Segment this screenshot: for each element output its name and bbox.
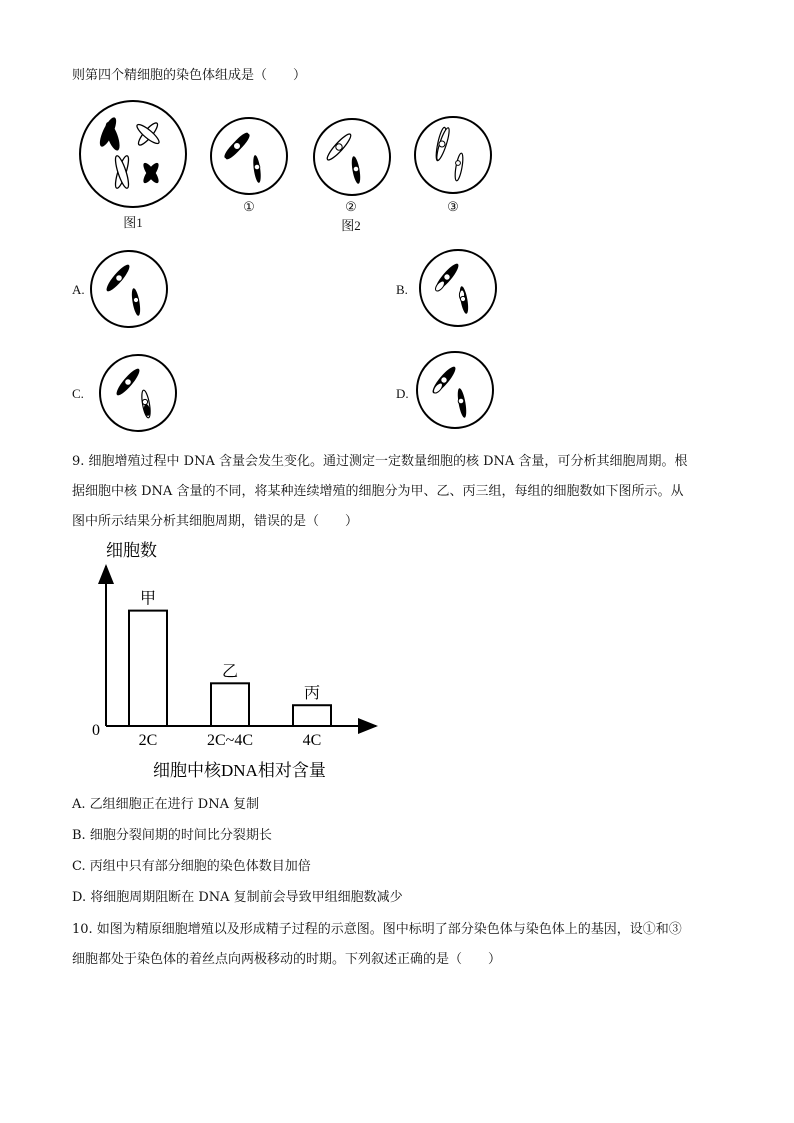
q8-option-a-label[interactable]: A.	[72, 282, 85, 297]
q8-stem-tail: 则第四个精细胞的染色体组成是（ ）	[72, 68, 307, 83]
fig1-caption: 图1	[123, 215, 143, 230]
chart-y-axis-label: 细胞数	[106, 541, 157, 560]
q9-line-1: 9. 细胞增殖过程中 DNA 含量会发生变化。通过测定一定数量细胞的核 DNA 含量，可分析其细胞周期。根	[72, 454, 688, 469]
cell-1-label: ①	[243, 199, 255, 214]
option-d-cell[interactable]	[417, 352, 493, 428]
q8-option-c-label[interactable]: C.	[72, 386, 84, 401]
cell-3-label: ③	[447, 199, 459, 214]
q9-option-a[interactable]: A. 乙组细胞正在进行 DNA 复制	[72, 797, 260, 812]
option-a-cell[interactable]	[91, 251, 167, 327]
chart-bars	[129, 590, 331, 749]
q9-bar-chart	[80, 536, 420, 786]
fig2-caption: 图2	[341, 218, 361, 233]
q8-option-b-label[interactable]: B.	[396, 282, 408, 297]
chart-bar	[129, 611, 167, 726]
chart-x-tick-label: 2C	[138, 732, 158, 749]
fig2-cell-1	[211, 118, 287, 194]
chart-bar	[293, 705, 331, 726]
chart-x-tick-label: 2C~4C	[207, 732, 253, 749]
q9-option-c[interactable]: C. 丙组中只有部分细胞的染色体数目加倍	[72, 859, 311, 874]
chart-x-axis-label: 细胞中核DNA相对含量	[153, 761, 326, 780]
option-b-cell[interactable]	[420, 250, 496, 326]
chart-x-tick-label: 4C	[302, 732, 322, 749]
chart-bar	[211, 683, 249, 726]
chart-bar-label: 乙	[221, 663, 239, 681]
q9-option-d[interactable]: D. 将细胞周期阻断在 DNA 复制前会导致甲组细胞数减少	[72, 890, 403, 905]
chart-origin-label: 0	[92, 722, 100, 739]
cell-2-label: ②	[345, 199, 357, 214]
fig2-cell-3	[415, 117, 491, 193]
q9-option-b[interactable]: B. 细胞分裂间期的时间比分裂期长	[72, 828, 272, 843]
chart-bar-label: 丙	[303, 685, 321, 703]
chart-bar-label: 甲	[139, 590, 157, 608]
fig2-cell-2	[314, 119, 390, 195]
q8-option-d-label[interactable]: D.	[396, 386, 409, 401]
q10-line-2: 细胞都处于染色体的着丝点向两极移动的时期。下列叙述正确的是（ ）	[72, 952, 502, 967]
option-c-cell[interactable]	[100, 355, 176, 431]
q9-line-3: 图中所示结果分析其细胞周期，错误的是（ ）	[72, 514, 359, 529]
q9-line-2: 据细胞中核 DNA 含量的不同，将某种连续增殖的细胞分为甲、乙、丙三组，每组的细胞数如下图所示。从	[72, 484, 684, 499]
fig1-cell	[80, 101, 186, 207]
q8-option-cells	[0, 240, 794, 460]
q10-line-1: 10. 如图为精原细胞增殖以及形成精子过程的示意图。图中标明了部分染色体与染色体上的基因，设①和③	[72, 922, 682, 937]
